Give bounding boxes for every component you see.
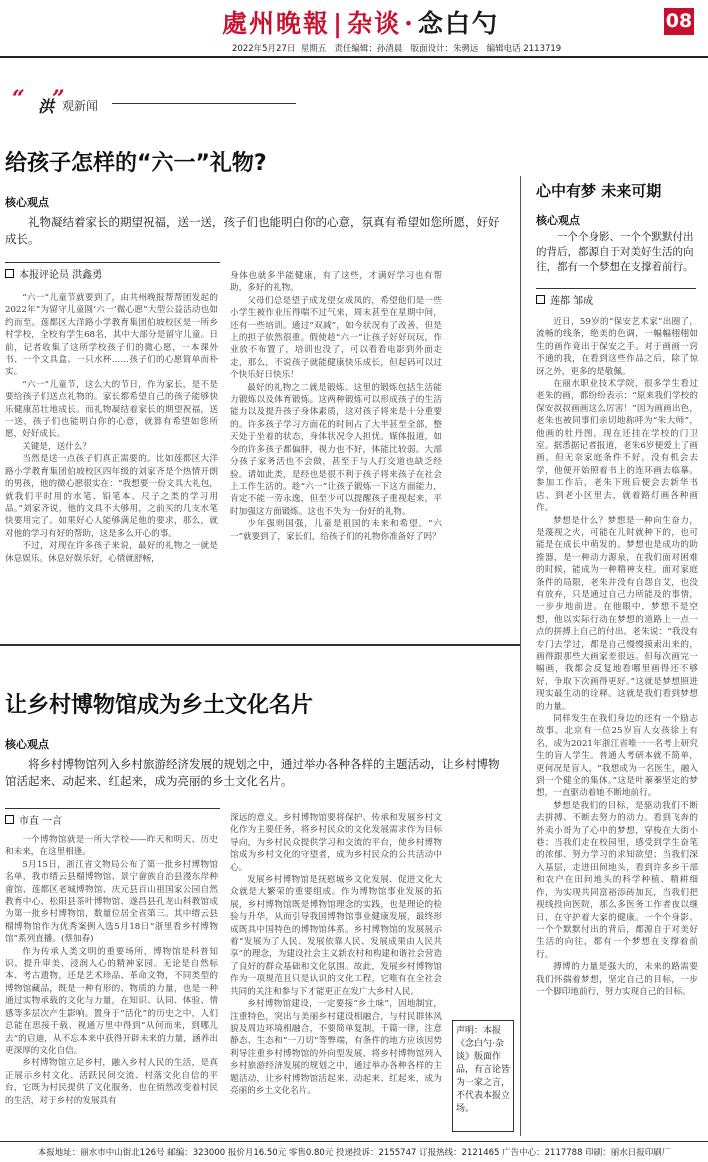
- square-bullet-icon: [536, 295, 545, 304]
- masthead-info-line: [232, 42, 561, 54]
- paragraph: 作为传承人类文明的重要场所，博物馆是科普知识、提升审美、浸润人心的精神家园。无论是自然标本、考古遗物，还是艺术珍品、革命文物，不同类型的博物馆藏品，既是一种有形的、物质的力量，也是一种通过实物承载的文化与力量，在知识、认同、体验、情感等多层次产生影响。置身于“活化”的历史之中，人们总能在思接千载、视通万里中得到“从何而来，到哪儿去”的启迪，从不忘本来中获得开辟未来的力量，涵养出更深厚的文化自信。: [5, 946, 218, 1056]
- footer-rule: [0, 1141, 708, 1142]
- paragraph: 一个博物馆就是一所大学校——昨天和明天、历史和未来，在这里相逢。: [5, 835, 218, 858]
- paragraph: 身体也就多半能健康，有了这些，才满好学习也有帮助，多好的礼物。: [230, 271, 442, 294]
- paragraph: 同样发生在我们身边的还有一个励志故事。北京有一位25岁盲人女孩徐上有名，成为2021年浙江省唯一一名考上研究生的盲人学生。普通人考研本就不简单，更何况是盲人。“我想成为一名医生，融入到一个健全的集体。”这是叶蓁蓁坚定的梦想，一直驱动着她不断地前行。: [536, 714, 698, 799]
- article2-author: [5, 812, 62, 827]
- footer: 本报地址：丽水市中山街北126号 邮编：323000 报价月16.50元 零售0.80元 投递投诉：2155747 订报热线：2121465 广告中心：2117788 印刷：丽水日报印刷厂: [37, 1148, 671, 1158]
- paragraph: 当然是送一点孩子们真正需要的。比如莲都区大洋路小学教育集团伯坡校区四年级的刘家齐是个热情开朗的男孩，他的微心愿很实在：“我想要一份文具大礼包，就我们平时用的水笔、铅笔本、尺子之类的学习用品。”刘家齐说，他的文具不大够用，之前买的几支水笔快要用完了。如果好心人能够满足他的要求，那么，就对他的学习有好的帮助，这是多么开心的事。: [5, 454, 218, 539]
- article2-title: 让乡村博物馆成为乡土文化名片: [5, 693, 314, 718]
- paragraph: 深远的意义。乡村博物馆要将保护、传承和发展乡村文化作为主要任务，将乡村民众的文化发展需求作为目标导向，为乡村民众提供学习和交流的平台，使乡村博物馆成为乡村文化的守望者，成为乡村民众的公共活动中心。: [230, 813, 442, 873]
- paragraph: 在丽水职业技术学院，很多学生看过老朱的画，都纷纷表示：“原来我们学校的保安叔叔画画这么厉害！”因为画画出色，老朱也被同事们亲切地称呼为“朱大师”，他画的牡丹图，现在还挂在学校的门卫室。据悉据记者报道，老朱6岁便爱上了画画，但无奈家庭条件不好，没有机会去学，他便开始照着书上的连环画去临摹。参加工作后，老朱下班后便会去新华书店、到老小区里去，就着路灯画各种画作。: [536, 379, 698, 514]
- column-name: 杂谈: [347, 9, 402, 38]
- column-subname: 念白勺: [417, 9, 499, 38]
- paragraph: 梦想是什么？梦想是一种向生奋力，是蔑视之火，可能在儿时就种下的，也可能是在成长中萌发的。梦想也是成功的助推器，是一种动力源泉，在我们面对困难的时候，能成为一种精神支柱。面对家庭条件的局限，老朱并没有自怨自艾，也没有放弃，只是通过自己力所能及的事情，一步步地前进。在他眼中，梦想不是空想，他以实际行动在梦想的道路上一点一点的拼搏上自己的付出。老朱说：“我没有专门去学过，都是自己慢慢摸索出来的，画得跟那些大画家差很远。但每次画完一幅画，我都会反复地看哪里画得还不够好，争取下次画得更好。”这就是梦想照进现实最生动的诠释。这就是我们看到梦想的力量。: [536, 515, 698, 712]
- paragraph: 梦想是我们的目标，是驱动我们不断去拼搏、不断去努力的动力。看到飞奔的外卖小哥为了心中的梦想，穿梭在大街小巷；当我们走在校园里，感受到学生奋笔的浓郁、努力学习的求知欲望；当我们深入基层，走进田间地头，看到许多乡干部和农户在田间地头的科学种植、精耕细作，为实现共同富裕添砖加瓦，当我们把视线投向医院，那么多医务工作者夜以继日，在守护着大家的健康。一个个身影、一个个默默付出的背后，都源自于对美好生活的向往，都有一个梦想在支撑着前行。: [536, 800, 698, 960]
- paragraph: 5月15日，浙江省文物局公布了第一批乡村博物馆名单，我市缙云县榴博物馆、景宁畲族自治县漫东岸种畬馆、莲都区老城博物馆、庆元县百山祖国家公园自然教育中心、松阳县茶叶博物馆、遂昌县孔龙山科教馆成为第一批乡村博物馆，数量位居全省第三。其中缙云县榴博物馆作为优秀案例入选5月18日“浙里看乡村博物馆”系列直播。(蔡加春): [5, 859, 218, 945]
- article3-core-text: 一个个身影、一个个默默付出的背后，都源自于对美好生活的向往，都有一个梦想在支撑着前行。: [536, 231, 694, 273]
- paragraph: 近日，59岁的“保安艺术家”出圈了，流畅的线条，绝美的色调，一幅幅栩栩如生的画作竟出于保安之手。对于画画一窍不通的我，在看到这些作品之后，除了惊讶之外，更多的是敬佩。: [536, 317, 698, 377]
- editor-phone: 编辑电话 2113719: [486, 44, 562, 54]
- tag-word: 洪: [38, 97, 55, 116]
- paragraph: 关键是，送什么？: [22, 441, 91, 452]
- tag-rule: [112, 103, 296, 104]
- tag-quote-mark: “: [12, 86, 25, 112]
- notice-box: 声明：本报《念白勺·杂谈》版面作品，有言论皆为一家之言，不代表本报立场。: [452, 1020, 514, 1132]
- paragraph: 乡村博物馆建设，一定要接“乡土味”，因地制宜，注重特色，突出与美丽乡村建设相融合，与村民群体风貌及周边环境相融合，不要简单复制，千篇一律，注意静态、生态和“一刀切”等弊端，有条件的地方应该因势利导注重乡村博物馆的外向型发展，将乡村博物馆列入乡村旅游经济发展的规划之中，通过举办各种各样的主题活动，让乡村博物馆活起来、动起来、红起来，成为亮丽的乡土文化名片。: [230, 999, 442, 1096]
- article3-core-label: 核心观点: [536, 214, 580, 227]
- paragraph: 发展乡村博物馆是抚慰城乡文化发展、促进文化大众就是大繁荣的重要组成。作为博物馆事业发展的拓展，乡村博物馆既是博物馆理念的实践，也是理论的检验与升华，从而引导我国博物馆事业健康发展，最终形成既具中国特色的博物馆体系。乡村博物馆的发展展示着“发展为了人民、发展依靠人民、发展成果由人民共享”的理念，为建设社会主义新农村和构建和谐社会营造了良好的群众基础和文化氛围。故此，发展乡村博物馆作为一项规范且只是认识的文化工程，它唯有在全社会共同的关注和参与下才能更正在发广大乡村人民。: [230, 875, 442, 997]
- article1-core-text: 礼物凝结着家长的期望祝福，送一送，孩子们也能明白你的心意，氛真有希望如您所愿，好好成长。: [5, 215, 500, 246]
- article3-author: [536, 292, 593, 307]
- issue-date: 2022年5月27日: [232, 44, 296, 54]
- article3-author-rule: [536, 288, 696, 289]
- page-number-badge: 08: [664, 8, 694, 35]
- article3-body: [536, 316, 698, 1136]
- article1-author-name: 本报评论员 洪鑫勇: [19, 270, 103, 281]
- article2-author-name: 市直 一言: [19, 816, 63, 827]
- column-divider: [520, 176, 521, 1136]
- article2-core-text: 将乡村博物馆列入乡村旅游经济发展的规划之中，通过举办各种各样的主题活动，让乡村博物馆活起来、动起来、红起来，成为亮丽的乡土文化名片。: [5, 757, 500, 788]
- article2-author-rule: [5, 808, 220, 809]
- paragraph: “六一”儿童节，这么大的节日，作为家长，是不是要给孩子们送点礼物的。家长都希望自己的孩子能够快乐健康茁壮地成长。而礼物凝结着家长的期望祝福，送一送，孩子们也能明白你的心意，就算有希望如您所愿，好好成长。: [5, 379, 218, 440]
- article2-column1: [5, 834, 218, 1134]
- tag-text: 观新闻: [62, 99, 99, 113]
- paragraph: 父母们总是望子成龙望女成凤的，希望他们是一些小学生被作业压得喘不过气来，周末甚至在星期中间，还有一些培训。通过“双减”，如今状况有了改善，但是上的担子依然很重。假使趁“六一”让孩子好好玩玩，作业放不布置了，培训也没了，可以看看电影到外面走走，那么，不说孩子就能健康快乐成长，但起码可以过个快乐好日快乐！: [230, 295, 442, 381]
- square-bullet-icon: [5, 815, 14, 824]
- article1-author: [5, 266, 102, 281]
- paragraph: “六一”儿童节就要到了，由共州晚报帮帮团发起的2022年“为留守儿童圆‘六一’微心愿”大型公益活动也如约而至。莲都区大洋路小学教育集团伯坡校区是一所乡村学校，全校有学生68名，其中大部分是留守儿童。日前，记者收集了这所学校孩子们的微心愿，一本课外书、一个文具盒、一只水杯……孩子们的心愿简单而朴实。: [5, 293, 218, 378]
- section-divider: [0, 644, 520, 646]
- square-bullet-icon: [5, 269, 14, 278]
- issue-weekday: 星期五: [300, 44, 327, 54]
- paragraph: 搏博的力量是强大的，未来的路需要我们怀揣着梦想，坚定自己的目标，一步一个脚印地前行，努力实现自己的目标。: [536, 962, 698, 997]
- article3-author-name: 莲都 邹成: [550, 296, 594, 307]
- masthead-title: 處州晚報 | 杂谈 · 念白勺: [222, 9, 499, 38]
- editor: 责任编辑：孙清晨: [334, 44, 403, 54]
- article3-title: 心中有梦 未来可期: [536, 182, 662, 200]
- layout-designer: 版面设计：朱骋远: [410, 44, 479, 54]
- article1-core-label: 核心观点: [5, 196, 49, 209]
- masthead: [0, 0, 708, 56]
- article1-column2: [230, 270, 442, 632]
- paragraph: 最好的礼物之二就是锻炼。这里的锻炼包括生活能力锻炼以及体育锻炼。这两种锻炼可以形成孩子的生活能力以及提升孩子身体素质，这对孩子将来是十分重要的。许多孩子学习方面花的时间占了大半甚至全部，整天处于坐着的状态，身体状况令人担忧。媒体报道，如今的许多孩子都偏胖，视力也不好，体能比较弱。大部分孩子家务活也不会做，甚至于与人打交道也缺乏经验。请如此类，是经也是很不利于孩子将来孩子在社会上工作生活的。趁“六一”让孩子锻炼一下这方面能力，肯定不能一劳永逸，但至少可以提醒孩子重视起来，平时加强这方面锻炼。这也不失为一份好的礼物。: [230, 382, 442, 517]
- article2-column2: [230, 812, 442, 1134]
- masthead-rule: [0, 56, 708, 58]
- paragraph: 不过，对现在许多孩子来说，最好的礼物之一就是休息娱乐。休息好娱乐好，心情就舒畅，: [5, 541, 218, 564]
- tag-quote-mark-close: ”: [52, 86, 65, 112]
- paragraph: 少年强则国强，儿童是祖国的未来和希望。“六一”就要到了，家长们，给孩子们的礼物你准备好了吗？: [230, 519, 442, 542]
- paper-name: 處州晚報: [222, 9, 331, 38]
- article1-author-rule: [5, 262, 220, 263]
- article1-column1: [5, 292, 218, 632]
- paragraph: 乡村博物馆立足乡村，融入乡村人民的生活，是真正展示乡村文化、活跃民间交流、村落文化自信的平台，它既为村民提供了文化服务，也在悄然改变着村民的生活，对于乡村的发展具有: [5, 1058, 218, 1106]
- article2-core-label: 核心观点: [5, 738, 49, 751]
- article1-title: 给孩子怎样的“六一”礼物?: [5, 151, 267, 176]
